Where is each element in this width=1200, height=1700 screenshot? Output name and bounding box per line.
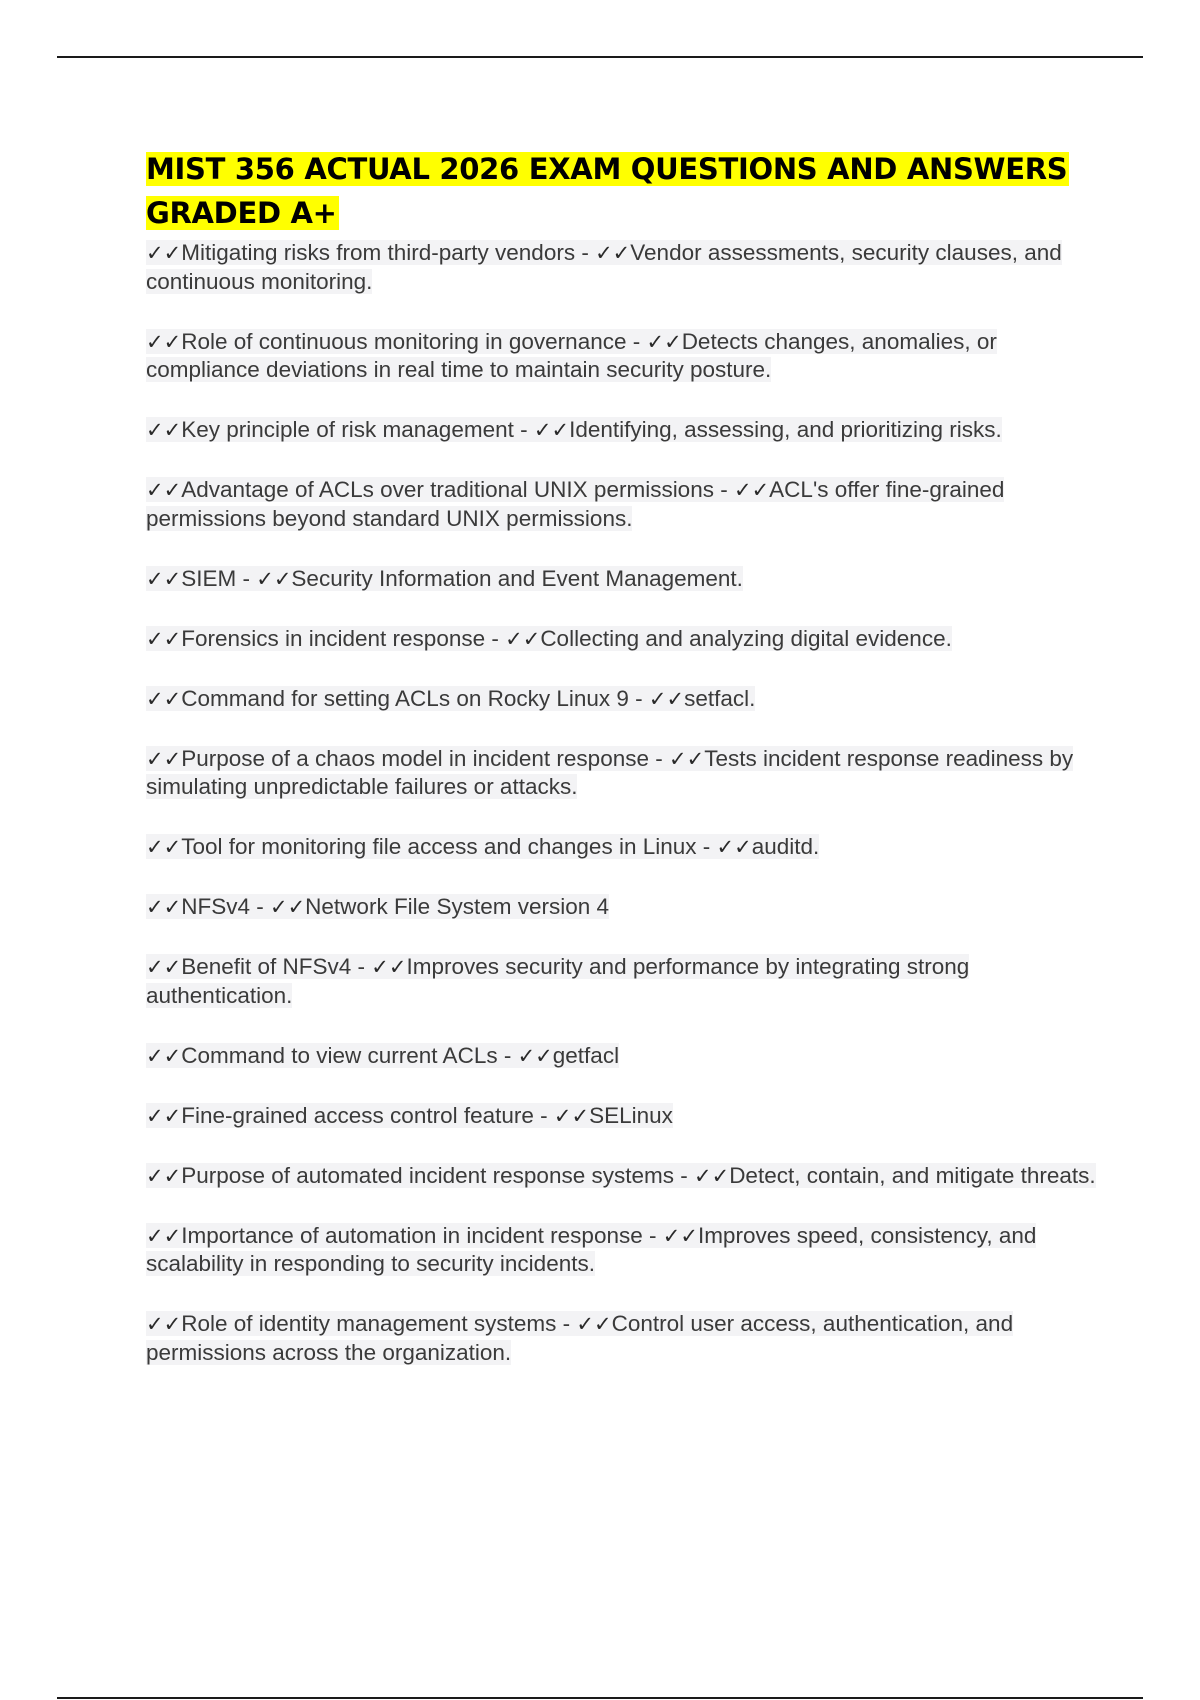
check-mark-icon: ✓✓: [146, 566, 182, 591]
question-text: Purpose of a chaos model in incident response: [181, 745, 649, 771]
qa-item: [146, 1310, 1096, 1367]
question-text: NFSv4: [181, 894, 250, 919]
qa-item-text: [146, 1163, 1096, 1188]
answer-text: Security Information and Event Management.: [291, 565, 743, 591]
qa-separator: -: [673, 1162, 694, 1188]
qa-item-text: [146, 1103, 673, 1128]
qa-item-text: [146, 746, 1073, 800]
check-mark-icon: ✓✓: [662, 1223, 698, 1248]
check-mark-icon: ✓✓: [146, 955, 182, 979]
answer-text: Vendor assessments, security clauses, and continuous monitoring.: [146, 240, 1062, 294]
question-text: Command to view current ACLs: [181, 1042, 498, 1068]
qa-separator: -: [485, 625, 506, 651]
answer-text: Control user access, authentication, and permissions across the organization.: [146, 1311, 1014, 1365]
qa-separator: -: [642, 1222, 663, 1248]
qa-item: [146, 565, 1096, 594]
answer-text: Improves security and performance by integrating strong authentication.: [146, 954, 970, 1008]
qa-item-text: [146, 1223, 1036, 1277]
answer-text: Identifying, assessing, and prioritizing risks.: [569, 417, 1002, 442]
qa-separator: -: [628, 685, 649, 711]
top-rule: [57, 56, 1143, 58]
qa-item: [146, 239, 1096, 296]
qa-item-text: [146, 686, 755, 711]
check-mark-icon: ✓✓: [595, 241, 631, 265]
qa-separator: -: [236, 565, 257, 591]
qa-separator: -: [556, 1311, 577, 1336]
question-text: Tool for monitoring file access and changes in Linux: [181, 834, 697, 859]
check-mark-icon: ✓✓: [505, 626, 541, 651]
check-mark-icon: ✓✓: [146, 1163, 182, 1188]
qa-item-text: [146, 626, 952, 651]
qa-item: [146, 328, 1096, 385]
check-mark-icon: ✓✓: [146, 1043, 182, 1068]
qa-separator: -: [649, 745, 669, 771]
check-mark-icon: ✓✓: [693, 1163, 730, 1188]
check-mark-icon: ✓✓: [533, 418, 570, 442]
check-mark-icon: ✓✓: [146, 835, 182, 859]
qa-item-text: [146, 894, 609, 919]
question-text: Fine-grained access control feature: [181, 1102, 534, 1128]
answer-text: Detects changes, anomalies, or compliance deviations in real time to maintain security posture.: [146, 328, 997, 382]
question-text: SIEM: [181, 565, 237, 591]
qa-item-text: [146, 417, 1002, 442]
question-text: Key principle of risk management: [181, 417, 514, 442]
answer-text: ACL's offer fine-grained permissions beyond standard UNIX permissions.: [146, 477, 1005, 531]
qa-separator: -: [626, 328, 647, 354]
qa-item-text: [146, 329, 997, 383]
check-mark-icon: ✓✓: [716, 835, 752, 859]
check-mark-icon: ✓✓: [146, 895, 182, 919]
check-mark-icon: ✓✓: [146, 626, 182, 651]
check-mark-icon: ✓✓: [146, 329, 182, 354]
document-title: [146, 147, 1096, 235]
check-mark-icon: ✓✓: [517, 1043, 553, 1068]
document-body: [146, 147, 1096, 1399]
qa-separator: -: [575, 240, 596, 265]
check-mark-icon: ✓✓: [669, 746, 705, 771]
qa-item-text: [146, 240, 1062, 294]
qa-item: [146, 1042, 1096, 1071]
check-mark-icon: ✓✓: [576, 1312, 612, 1336]
qa-item: [146, 416, 1096, 445]
qa-separator: -: [713, 477, 734, 502]
question-text: Mitigating risks from third-party vendors: [181, 240, 576, 265]
answer-text: Collecting and analyzing digital evidence.: [540, 625, 952, 651]
check-mark-icon: ✓✓: [146, 1312, 182, 1336]
qa-separator: -: [696, 834, 717, 859]
qa-separator: -: [351, 954, 372, 979]
question-text: Purpose of automated incident response systems: [181, 1162, 674, 1188]
check-mark-icon: ✓✓: [646, 329, 682, 354]
qa-item-text: [146, 566, 743, 591]
qa-item: [146, 625, 1096, 654]
qa-item: [146, 833, 1096, 862]
qa-item: [146, 685, 1096, 714]
question-text: Forensics in incident response: [181, 625, 486, 651]
question-text: Role of continuous monitoring in governance: [181, 328, 627, 354]
answer-text: setfacl.: [684, 685, 756, 711]
qa-separator: -: [497, 1042, 518, 1068]
question-text: Command for setting ACLs on Rocky Linux 9: [181, 685, 629, 711]
answer-text: Detect, contain, and mitigate threats.: [729, 1162, 1096, 1188]
question-text: Advantage of ACLs over traditional UNIX permissions: [181, 477, 714, 502]
qa-separator: -: [533, 1102, 554, 1128]
qa-list: [146, 239, 1096, 1367]
answer-text: Improves speed, consistency, and scalability in responding to security incidents.: [146, 1222, 1037, 1276]
qa-item-text: [146, 1043, 619, 1068]
qa-item-text: [146, 1311, 1013, 1365]
qa-item: [146, 1162, 1096, 1191]
check-mark-icon: ✓✓: [146, 478, 182, 502]
check-mark-icon: ✓✓: [733, 478, 770, 502]
bottom-rule: [57, 1697, 1143, 1699]
check-mark-icon: ✓✓: [146, 241, 182, 265]
qa-item-text: [146, 834, 819, 859]
check-mark-icon: ✓✓: [146, 418, 182, 442]
check-mark-icon: ✓✓: [648, 686, 685, 711]
qa-item: [146, 1102, 1096, 1131]
check-mark-icon: ✓✓: [371, 955, 407, 979]
qa-separator: -: [249, 894, 270, 919]
qa-item: [146, 476, 1096, 533]
answer-text: Tests incident response readiness by simulating unpredictable failures or attacks.: [146, 745, 1074, 799]
title-highlight: MIST 356 ACTUAL 2026 EXAM QUESTIONS AND ANSWERS GRADED A+: [146, 152, 1068, 230]
qa-item-text: [146, 477, 1004, 531]
qa-item: [146, 1222, 1096, 1279]
answer-text: SELinux: [589, 1102, 673, 1128]
check-mark-icon: ✓✓: [146, 1103, 182, 1128]
qa-item: [146, 893, 1096, 922]
question-text: Importance of automation in incident response: [181, 1222, 643, 1248]
question-text: Benefit of NFSv4: [181, 954, 352, 979]
check-mark-icon: ✓✓: [146, 1223, 182, 1248]
check-mark-icon: ✓✓: [553, 1103, 590, 1128]
answer-text: Network File System version 4: [305, 894, 610, 919]
question-text: Role of identity management systems: [181, 1311, 557, 1336]
check-mark-icon: ✓✓: [146, 746, 182, 771]
qa-item: [146, 745, 1096, 802]
qa-item-text: [146, 954, 969, 1008]
answer-text: getfacl: [552, 1042, 620, 1068]
qa-separator: -: [513, 417, 534, 442]
check-mark-icon: ✓✓: [269, 895, 306, 919]
qa-item: [146, 953, 1096, 1010]
answer-text: auditd.: [751, 834, 820, 859]
check-mark-icon: ✓✓: [256, 566, 292, 591]
check-mark-icon: ✓✓: [146, 686, 182, 711]
